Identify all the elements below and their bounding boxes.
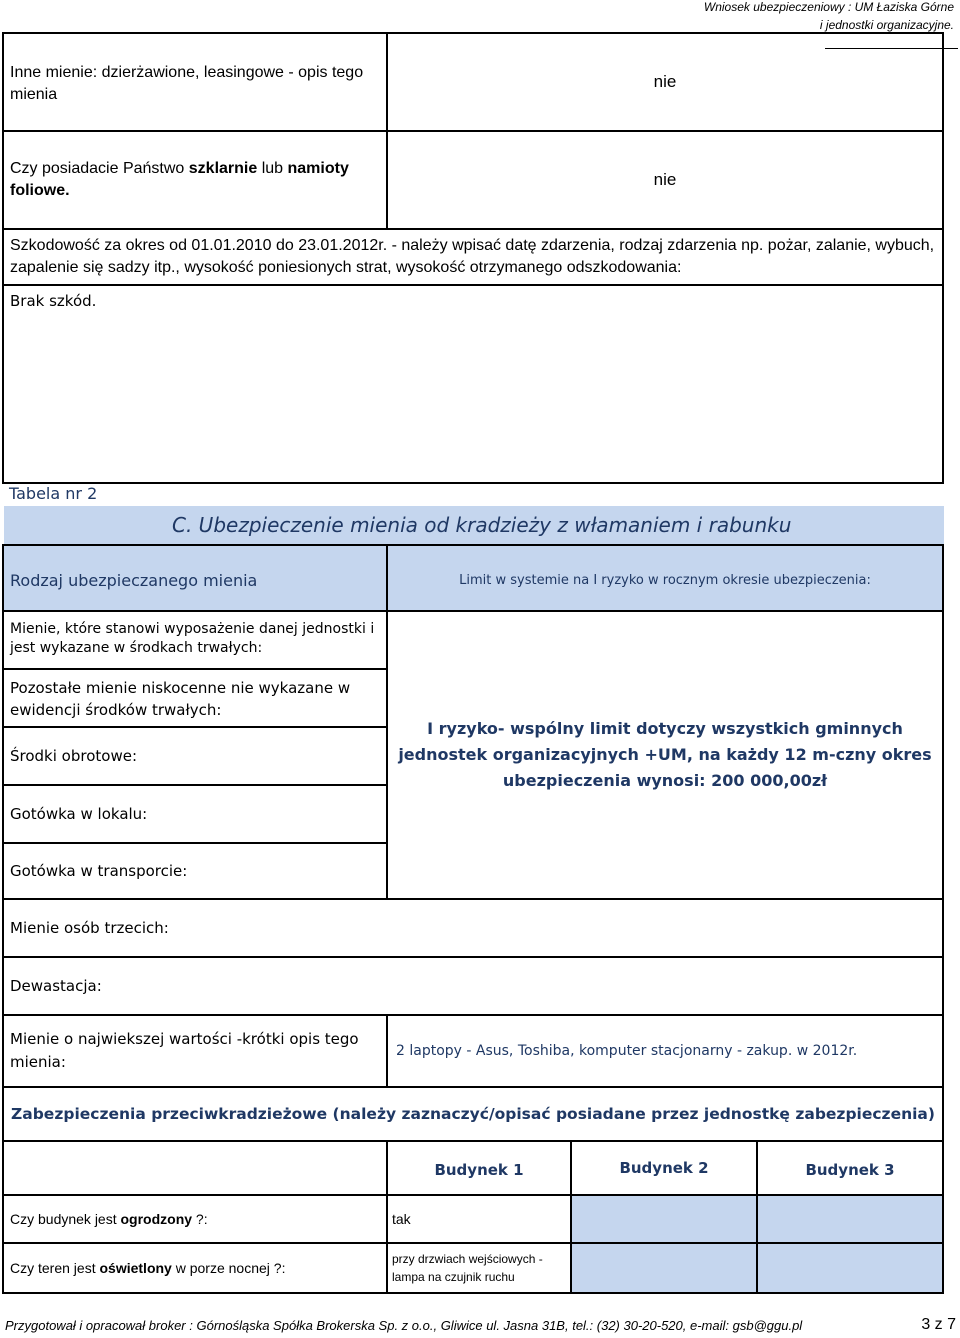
row-current-assets xyxy=(2,726,388,786)
col-type-header-text: Rodzaj ubezpieczanego mienia xyxy=(10,570,258,590)
row-equipment-label: Mienie, które stanowi wyposażenie danej jednostki i jest wykazane w środkach trwałych: xyxy=(10,621,375,656)
footer-text: Przygotował i opracował broker : Górnośląska Spółka Brokerska Sp. z o.o., Gliwice ul. Jasna 31B, tel.: (32) 30-20-520, e-mail: gsb@ggu.pl xyxy=(5,1318,803,1333)
building-2-header xyxy=(570,1140,758,1196)
greenhouse-value-cell[interactable] xyxy=(386,130,944,230)
other-property-value-cell[interactable] xyxy=(386,32,944,132)
table-number-label: Tabela nr 2 xyxy=(9,484,98,503)
building-1-header xyxy=(386,1140,572,1196)
most-valuable-label: Mienie o najwiekszej wartości -krótki opis tego mienia: xyxy=(10,1030,359,1071)
row-cash-transport-label: Gotówka w transporcie: xyxy=(10,862,188,880)
row-third-party xyxy=(2,898,944,958)
row-current-assets-label: Środki obrotowe: xyxy=(10,747,138,765)
damage-history-label: Szkodowość za okres od 01.01.2010 do 23.01.2012r. - należy wpisać datę zdarzenia, rodzaj zdarzenia np. pożar, zalanie, wybuch, zapalenie się sadzy itp., wysokość poniesionych strat, wysokość otrzymanego odszkodowania: xyxy=(10,237,935,276)
shared-limit-text: I ryzyko- wspólny limit dotyczy wszystkich gminnych jednostek organizacyjnych +UM, na każdy 12 m-czny okres ubezpieczenia wynosi: 200 000,00zł xyxy=(398,719,932,790)
row-low-value-label: Pozostałe mienie niskocenne nie wykazane w ewidencji środków trwałych: xyxy=(10,679,351,719)
fence-label xyxy=(10,1210,208,1229)
shared-limit-cell[interactable] xyxy=(386,610,944,900)
light-label-pre: Czy teren jest xyxy=(10,1259,100,1276)
most-valuable-label-cell xyxy=(2,1014,388,1088)
fence-building-2[interactable] xyxy=(570,1194,758,1244)
light-label-post: w porze nocnej ?: xyxy=(171,1259,286,1276)
greenhouse-label-pre: Czy posiadacie Państwo xyxy=(10,160,189,177)
row-cash-transport xyxy=(2,842,388,900)
fence-label-bold: ogrodzony xyxy=(120,1210,193,1227)
row-cash-premises xyxy=(2,784,388,844)
security-title: Zabezpieczenia przeciwkradzieżowe (należy zaznaczyć/opisać posiadane przez jednostkę zabezpieczenia) xyxy=(11,1105,935,1123)
document-title xyxy=(704,0,954,32)
light-building-3[interactable] xyxy=(756,1242,944,1294)
most-valuable-value-cell[interactable] xyxy=(386,1014,944,1088)
fence-label-pre: Czy budynek jest xyxy=(10,1210,121,1227)
building-3-label: Budynek 3 xyxy=(805,1161,895,1179)
damage-history-label-cell xyxy=(2,228,944,286)
building-2-label: Budynek 2 xyxy=(619,1159,709,1177)
fence-label-cell xyxy=(2,1194,388,1244)
row-vandalism-label: Dewastacja: xyxy=(10,977,102,995)
security-title-cell xyxy=(2,1086,944,1142)
document-title-line2: i jednostki organizacyjne. xyxy=(819,18,954,32)
row-vandalism xyxy=(2,956,944,1016)
greenhouse-label xyxy=(10,158,380,202)
greenhouse-label-bold2: namioty foliowe. xyxy=(10,160,349,199)
row-third-party-label: Mienie osób trzecich: xyxy=(10,919,169,937)
light-label-cell xyxy=(2,1242,388,1294)
fence-building-1-value: tak xyxy=(392,1210,411,1227)
light-label xyxy=(10,1259,285,1278)
light-label-bold: oświetlony xyxy=(99,1259,172,1276)
document-title-line1: Wniosek ubezpieczeniowy : UM Łaziska Górne xyxy=(703,0,954,14)
greenhouse-value: nie xyxy=(653,170,677,189)
security-header-empty xyxy=(2,1140,388,1196)
col-limit-header xyxy=(386,544,944,612)
building-3-header xyxy=(756,1140,944,1196)
damage-history-value-cell[interactable] xyxy=(2,284,944,484)
col-type-header xyxy=(2,544,388,612)
greenhouse-label-cell xyxy=(2,130,388,230)
row-cash-premises-label: Gotówka w lokalu: xyxy=(10,805,148,823)
greenhouse-label-mid: lub xyxy=(257,160,288,177)
section-c-title: C. Ubezpieczenie mienia od kradzieży z włamaniem i rabunku xyxy=(172,513,792,537)
page-number: 3 z 7 xyxy=(921,1316,956,1333)
other-property-label-cell xyxy=(2,32,388,132)
greenhouse-label-bold1: szklarnie xyxy=(188,160,258,177)
other-property-label: Inne mienie: dzierżawione, leasingowe - opis tego mienia xyxy=(10,64,364,103)
fence-building-1[interactable] xyxy=(386,1194,572,1244)
row-low-value xyxy=(2,668,388,728)
other-property-value: nie xyxy=(653,72,677,91)
building-1-label: Budynek 1 xyxy=(434,1161,524,1179)
light-building-1-value: przy drzwiach wejściowych - lampa na czujnik ruchu xyxy=(392,1252,543,1284)
light-building-1[interactable] xyxy=(386,1242,572,1294)
damage-history-value: Brak szkód. xyxy=(10,292,97,310)
col-limit-header-text: Limit w systemie na I ryzyko w rocznym okresie ubezpieczenia: xyxy=(459,572,871,588)
section-c-title-bar xyxy=(4,506,944,546)
most-valuable-value: 2 laptopy - Asus, Toshiba, komputer stacjonarny - zakup. w 2012r. xyxy=(396,1043,858,1059)
fence-label-post: ?: xyxy=(192,1210,208,1227)
fence-building-3[interactable] xyxy=(756,1194,944,1244)
row-equipment xyxy=(2,610,388,670)
light-building-2[interactable] xyxy=(570,1242,758,1294)
